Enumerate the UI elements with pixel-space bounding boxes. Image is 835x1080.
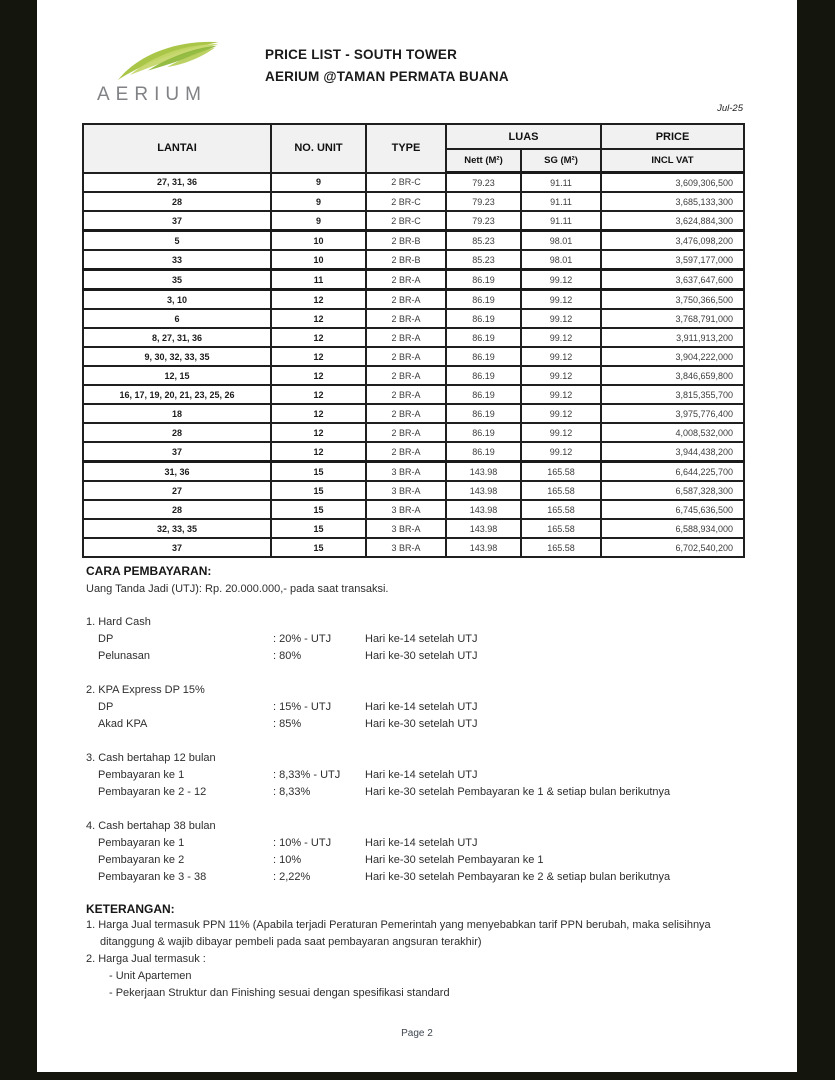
table-row — [83, 270, 744, 290]
payment-row-note: Hari ke-30 setelah Pembayaran ke 2 & setiap bulan berikutnya — [365, 871, 671, 883]
price-table-body — [83, 173, 744, 558]
payment-plan — [86, 682, 748, 733]
sg-area-cell: 99.12 — [521, 385, 601, 404]
sg-area-cell: 99.12 — [521, 442, 601, 462]
table-row — [83, 211, 744, 231]
payment-row-label: DP — [98, 633, 114, 645]
lantai-cell: 6 — [83, 309, 271, 328]
type-cell: 3 BR-A — [366, 538, 446, 557]
type-cell: 3 BR-A — [366, 519, 446, 538]
keterangan-item: 1. Harga Jual termasuk PPN 11% (Apabila terjadi Peraturan Pemerintah yang menyebabkan tarif PPN berubah, maka selisihnya ditanggung & wajib dibayar pembeli pada saat pembayaran angsuran terakhir) — [86, 919, 711, 948]
price-cell: 3,685,133,300 — [601, 192, 744, 211]
payment-row-label: Pembayaran ke 1 — [98, 769, 185, 781]
table-row — [83, 404, 744, 423]
payment-plan-title: 3. Cash bertahap 12 bulan — [86, 752, 216, 764]
price-cell: 3,624,884,300 — [601, 211, 744, 231]
lantai-cell: 8, 27, 31, 36 — [83, 328, 271, 347]
unit-cell: 9 — [271, 192, 366, 211]
price-cell: 3,975,776,400 — [601, 404, 744, 423]
unit-cell: 15 — [271, 462, 366, 482]
unit-cell: 15 — [271, 481, 366, 500]
payment-plan-row — [86, 835, 748, 852]
payment-plan-row — [86, 631, 748, 648]
nett-area-cell: 85.23 — [446, 231, 521, 251]
payment-row-label: Pembayaran ke 1 — [98, 837, 185, 849]
lantai-cell: 31, 36 — [83, 462, 271, 482]
price-cell: 3,597,177,000 — [601, 250, 744, 270]
lantai-cell: 16, 17, 19, 20, 21, 23, 25, 26 — [83, 385, 271, 404]
price-cell: 6,588,934,000 — [601, 519, 744, 538]
sg-area-cell: 165.58 — [521, 462, 601, 482]
payment-row-note: Hari ke-30 setelah Pembayaran ke 1 — [365, 854, 544, 866]
keterangan-heading: KETERANGAN: — [86, 902, 175, 916]
date-label: Jul-25 — [717, 103, 743, 114]
unit-cell: 12 — [271, 385, 366, 404]
payment-row-note: Hari ke-14 setelah UTJ — [365, 837, 478, 849]
document-title — [265, 44, 509, 88]
sg-area-cell: 165.58 — [521, 538, 601, 557]
nett-area-cell: 86.19 — [446, 442, 521, 462]
nett-area-cell: 143.98 — [446, 519, 521, 538]
nett-area-cell: 79.23 — [446, 211, 521, 231]
unit-cell: 10 — [271, 250, 366, 270]
payment-row-value: : 10% — [273, 854, 302, 866]
type-cell: 2 BR-C — [366, 192, 446, 211]
sg-area-cell: 91.11 — [521, 192, 601, 211]
nett-area-cell: 86.19 — [446, 347, 521, 366]
payment-row-note: Hari ke-30 setelah Pembayaran ke 1 & setiap bulan berikutnya — [365, 786, 671, 798]
type-cell: 3 BR-A — [366, 481, 446, 500]
type-cell: 2 BR-B — [366, 231, 446, 251]
lantai-cell: 37 — [83, 211, 271, 231]
nett-area-cell: 86.19 — [446, 404, 521, 423]
price-table-header — [83, 124, 744, 173]
keterangan-items — [86, 917, 748, 1002]
col-header-type: TYPE — [366, 124, 446, 173]
lantai-cell: 5 — [83, 231, 271, 251]
sg-area-cell: 99.12 — [521, 423, 601, 442]
nett-area-cell: 143.98 — [446, 538, 521, 557]
sg-area-cell: 165.58 — [521, 481, 601, 500]
sg-area-cell: 99.12 — [521, 366, 601, 385]
col-header-luas: LUAS — [446, 124, 601, 149]
price-cell: 3,944,438,200 — [601, 442, 744, 462]
payment-row-value: : 2,22% — [273, 871, 311, 883]
col-header-no-unit: NO. UNIT — [271, 124, 366, 173]
price-cell: 3,904,222,000 — [601, 347, 744, 366]
title-line-2: AERIUM @TAMAN PERMATA BUANA — [265, 69, 509, 84]
payment-row-value: : 15% - UTJ — [273, 701, 332, 713]
lantai-cell: 37 — [83, 538, 271, 557]
table-row — [83, 481, 744, 500]
nett-area-cell: 86.19 — [446, 423, 521, 442]
table-row — [83, 173, 744, 193]
unit-cell: 15 — [271, 538, 366, 557]
lantai-cell: 12, 15 — [83, 366, 271, 385]
payment-row-label: DP — [98, 701, 114, 713]
payment-row-label: Pembayaran ke 3 - 38 — [98, 871, 207, 883]
unit-cell: 12 — [271, 423, 366, 442]
payment-plan-row — [86, 648, 748, 665]
unit-cell: 15 — [271, 500, 366, 519]
leaf-swoosh-icon — [113, 36, 225, 82]
nett-area-cell: 143.98 — [446, 481, 521, 500]
type-cell: 2 BR-C — [366, 211, 446, 231]
payment-plans — [86, 614, 748, 886]
table-row — [83, 328, 744, 347]
table-row — [83, 462, 744, 482]
payment-row-note: Hari ke-14 setelah UTJ — [365, 769, 478, 781]
aerium-logo — [97, 36, 237, 106]
table-row — [83, 231, 744, 251]
price-cell: 6,644,225,700 — [601, 462, 744, 482]
unit-cell: 12 — [271, 366, 366, 385]
lantai-cell: 18 — [83, 404, 271, 423]
payment-row-note: Hari ke-14 setelah UTJ — [365, 633, 478, 645]
payment-plan-row — [86, 852, 748, 869]
unit-cell: 10 — [271, 231, 366, 251]
type-cell: 2 BR-A — [366, 404, 446, 423]
nett-area-cell: 86.19 — [446, 328, 521, 347]
nett-area-cell: 143.98 — [446, 500, 521, 519]
table-row — [83, 192, 744, 211]
payment-heading: CARA PEMBAYARAN: — [86, 564, 212, 578]
nett-area-cell: 86.19 — [446, 385, 521, 404]
table-row — [83, 347, 744, 366]
page-number: Page 2 — [401, 1028, 433, 1039]
price-cell: 3,815,355,700 — [601, 385, 744, 404]
nett-area-cell: 143.98 — [446, 462, 521, 482]
sg-area-cell: 99.12 — [521, 290, 601, 310]
type-cell: 3 BR-A — [366, 500, 446, 519]
nett-area-cell: 86.19 — [446, 290, 521, 310]
price-cell: 3,768,791,000 — [601, 309, 744, 328]
price-cell: 6,745,636,500 — [601, 500, 744, 519]
payment-plan-row — [86, 699, 748, 716]
nett-area-cell: 86.19 — [446, 309, 521, 328]
payment-plan-title: 1. Hard Cash — [86, 616, 151, 628]
nett-area-cell: 86.19 — [446, 270, 521, 290]
payment-plan-row — [86, 869, 748, 886]
type-cell: 2 BR-A — [366, 442, 446, 462]
col-header-price: PRICE — [601, 124, 744, 149]
payment-row-label: Pembayaran ke 2 — [98, 854, 185, 866]
payment-row-label: Pelunasan — [98, 650, 150, 662]
lantai-cell: 32, 33, 35 — [83, 519, 271, 538]
sg-area-cell: 99.12 — [521, 328, 601, 347]
sg-area-cell: 165.58 — [521, 519, 601, 538]
payment-row-label: Pembayaran ke 2 - 12 — [98, 786, 207, 798]
price-cell: 3,609,306,500 — [601, 173, 744, 193]
price-table — [82, 123, 745, 558]
lantai-cell: 28 — [83, 500, 271, 519]
payment-section — [86, 563, 748, 1002]
col-header-sg: SG (M²) — [521, 149, 601, 173]
lantai-cell: 28 — [83, 192, 271, 211]
type-cell: 2 BR-A — [366, 423, 446, 442]
price-cell: 6,702,540,200 — [601, 538, 744, 557]
type-cell: 2 BR-A — [366, 366, 446, 385]
lantai-cell: 37 — [83, 442, 271, 462]
unit-cell: 11 — [271, 270, 366, 290]
type-cell: 2 BR-A — [366, 290, 446, 310]
unit-cell: 12 — [271, 442, 366, 462]
table-row — [83, 385, 744, 404]
col-header-lantai: LANTAI — [83, 124, 271, 173]
payment-plan-row — [86, 716, 748, 733]
table-row — [83, 519, 744, 538]
price-cell: 3,476,098,200 — [601, 231, 744, 251]
payment-row-note: Hari ke-14 setelah UTJ — [365, 701, 478, 713]
payment-plan-row — [86, 767, 748, 784]
unit-cell: 12 — [271, 347, 366, 366]
type-cell: 2 BR-A — [366, 328, 446, 347]
type-cell: 2 BR-A — [366, 385, 446, 404]
document-page — [37, 0, 797, 1072]
payment-plan — [86, 818, 748, 886]
payment-row-note: Hari ke-30 setelah UTJ — [365, 718, 478, 730]
payment-row-value: : 8,33% — [273, 786, 311, 798]
unit-cell: 15 — [271, 519, 366, 538]
nett-area-cell: 79.23 — [446, 192, 521, 211]
sg-area-cell: 91.11 — [521, 173, 601, 193]
payment-plan — [86, 614, 748, 665]
table-row — [83, 250, 744, 270]
price-cell: 3,750,366,500 — [601, 290, 744, 310]
payment-row-value: : 85% — [273, 718, 302, 730]
nett-area-cell: 85.23 — [446, 250, 521, 270]
payment-plan-title: 4. Cash bertahap 38 bulan — [86, 820, 216, 832]
lantai-cell: 3, 10 — [83, 290, 271, 310]
lantai-cell: 27 — [83, 481, 271, 500]
sg-area-cell: 99.12 — [521, 404, 601, 423]
table-row — [83, 538, 744, 557]
keterangan-sub-item: - Pekerjaan Struktur dan Finishing sesuai dengan spesifikasi standard — [109, 987, 450, 999]
price-cell: 3,846,659,800 — [601, 366, 744, 385]
sg-area-cell: 165.58 — [521, 500, 601, 519]
nett-area-cell: 86.19 — [446, 366, 521, 385]
payment-intro: Uang Tanda Jadi (UTJ): Rp. 20.000.000,- pada saat transaksi. — [86, 583, 389, 595]
type-cell: 2 BR-A — [366, 347, 446, 366]
sg-area-cell: 99.12 — [521, 270, 601, 290]
lantai-cell: 9, 30, 32, 33, 35 — [83, 347, 271, 366]
col-header-incl-vat: INCL VAT — [601, 149, 744, 173]
lantai-cell: 35 — [83, 270, 271, 290]
table-row — [83, 500, 744, 519]
sg-area-cell: 91.11 — [521, 211, 601, 231]
lantai-cell: 33 — [83, 250, 271, 270]
nett-area-cell: 79.23 — [446, 173, 521, 193]
type-cell: 2 BR-A — [366, 270, 446, 290]
sg-area-cell: 98.01 — [521, 231, 601, 251]
title-line-1: PRICE LIST - SOUTH TOWER — [265, 47, 458, 62]
table-row — [83, 290, 744, 310]
unit-cell: 9 — [271, 173, 366, 193]
lantai-cell: 28 — [83, 423, 271, 442]
payment-plan — [86, 750, 748, 801]
type-cell: 3 BR-A — [366, 462, 446, 482]
keterangan-section — [86, 901, 748, 1002]
type-cell: 2 BR-A — [366, 309, 446, 328]
table-row — [83, 423, 744, 442]
payment-plan-row — [86, 784, 748, 801]
col-header-nett: Nett (M²) — [446, 149, 521, 173]
table-row — [83, 366, 744, 385]
price-cell: 4,008,532,000 — [601, 423, 744, 442]
unit-cell: 12 — [271, 309, 366, 328]
payment-row-value: : 20% - UTJ — [273, 633, 332, 645]
price-cell: 6,587,328,300 — [601, 481, 744, 500]
table-row — [83, 442, 744, 462]
payment-row-label: Akad KPA — [98, 718, 148, 730]
sg-area-cell: 99.12 — [521, 347, 601, 366]
payment-row-value: : 10% - UTJ — [273, 837, 332, 849]
table-row — [83, 309, 744, 328]
keterangan-sub-item: - Unit Apartemen — [109, 970, 192, 982]
unit-cell: 12 — [271, 404, 366, 423]
payment-plan-title: 2. KPA Express DP 15% — [86, 684, 205, 696]
unit-cell: 12 — [271, 328, 366, 347]
lantai-cell: 27, 31, 36 — [83, 173, 271, 193]
keterangan-item: 2. Harga Jual termasuk : — [86, 953, 206, 965]
payment-row-value: : 80% — [273, 650, 302, 662]
sg-area-cell: 98.01 — [521, 250, 601, 270]
type-cell: 2 BR-C — [366, 173, 446, 193]
unit-cell: 12 — [271, 290, 366, 310]
payment-row-value: : 8,33% - UTJ — [273, 769, 341, 781]
price-cell: 3,637,647,600 — [601, 270, 744, 290]
logo-wordmark: AERIUM — [97, 84, 207, 105]
payment-row-note: Hari ke-30 setelah UTJ — [365, 650, 478, 662]
type-cell: 2 BR-B — [366, 250, 446, 270]
price-cell: 3,911,913,200 — [601, 328, 744, 347]
sg-area-cell: 99.12 — [521, 309, 601, 328]
unit-cell: 9 — [271, 211, 366, 231]
